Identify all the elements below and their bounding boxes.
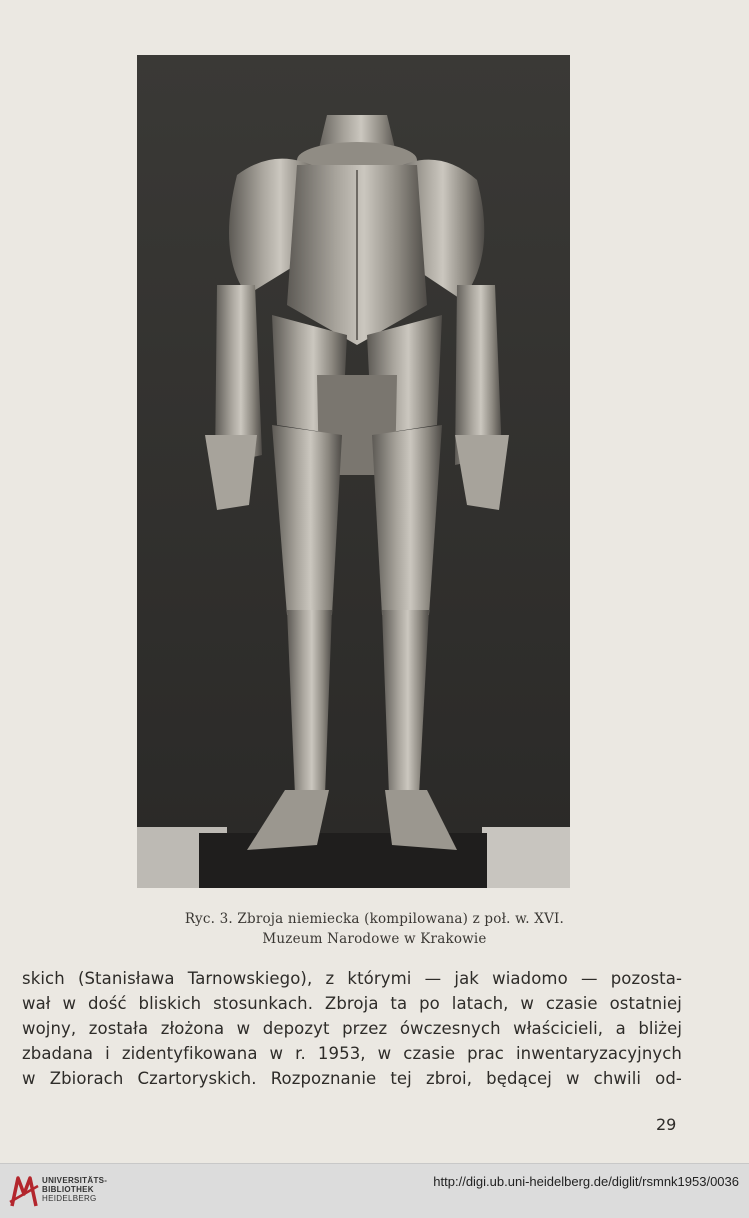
armor-photograph (137, 55, 570, 888)
body-text-line: w Zbiorach Czartoryskich. Rozpoznanie tej zbroi, będącej w chwili od- (22, 1069, 682, 1088)
university-logo-icon (8, 1172, 40, 1210)
body-text-line: skich (Stanisława Tarnowskiego), z którymi — jak wiadomo — pozosta- (22, 969, 682, 988)
body-text-line: zbadana i zidentyfikowana w r. 1953, w czasie prac inwentaryzacyjnych (22, 1044, 682, 1063)
page-number: 29 (656, 1115, 677, 1134)
armor-image (137, 55, 570, 888)
figure-caption-line-2: Muzeum Narodowe w Krakowie (262, 931, 487, 947)
source-url-link[interactable]: http://digi.ub.uni-heidelberg.de/diglit/rsmnk1953/0036 (433, 1174, 739, 1189)
body-text-line: wał w dość bliskich stosunkach. Zbroja ta po latach, w czasie ostatniej (22, 994, 682, 1013)
figure-caption-line-1: Ryc. 3. Zbroja niemiecka (kompilowana) z poł. w. XVI. (184, 911, 565, 927)
footer-bar (0, 1163, 749, 1218)
library-logo-text: UNIVERSITÄTS- BIBLIOTHEK HEIDELBERG (42, 1176, 108, 1203)
body-text-line: wojny, została złożona w depozyt przez ówczesnych właścicieli, a bliżej (22, 1019, 682, 1038)
